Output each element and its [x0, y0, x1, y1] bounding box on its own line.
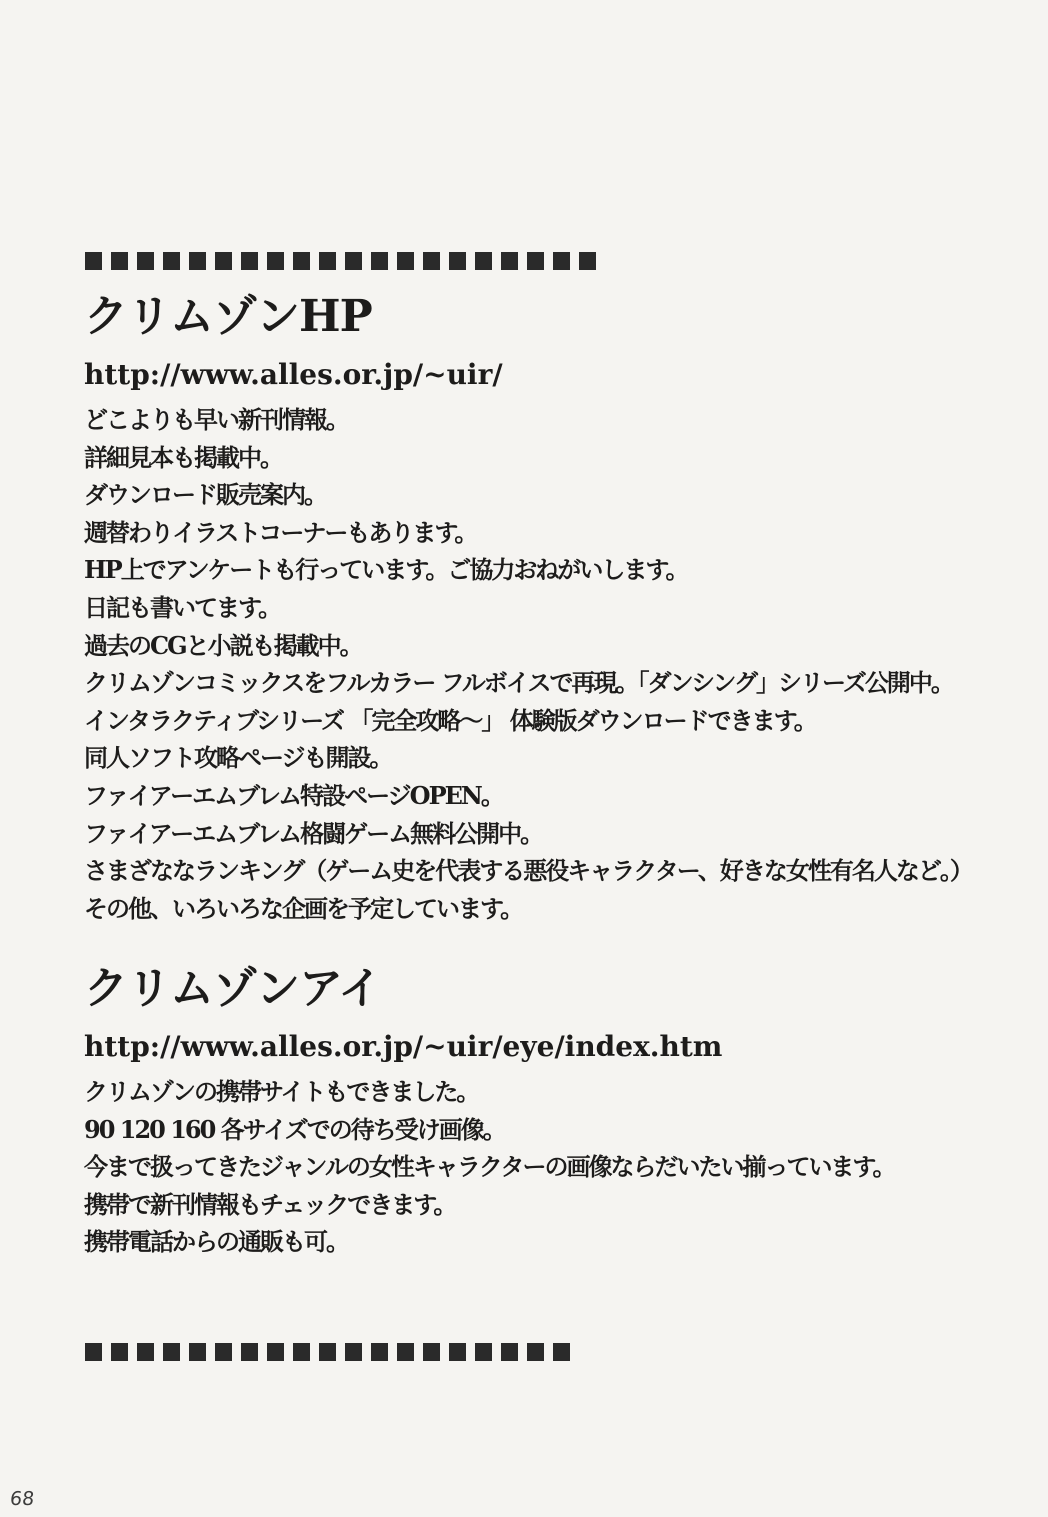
decor-square: [319, 252, 336, 270]
text-line: ダウンロード販売案内。: [84, 480, 326, 510]
decor-square: [423, 1343, 440, 1361]
text-line: 週替わりイラストコーナーもあります。: [84, 517, 477, 547]
text-line: 日記も書いてます。: [84, 592, 281, 622]
decor-square: [163, 1343, 180, 1361]
decor-square: [553, 1343, 570, 1361]
decor-square: [189, 252, 206, 270]
decor-squares-bottom: [85, 1343, 570, 1361]
text-line: 90 120 160 各サイズでの待ち受け画像。: [84, 1114, 505, 1144]
decor-square: [475, 1343, 492, 1361]
decor-square: [137, 252, 154, 270]
text-line: インタラクティブシリーズ 「完全攻略～」 体験版ダウンロードできます。: [84, 705, 816, 735]
decor-square: [241, 1343, 258, 1361]
text-line: ファイアーエムブレム特設ページOPEN。: [84, 780, 503, 810]
text-line: 同人ソフト攻略ページも開設。: [84, 743, 392, 773]
decor-square: [449, 252, 466, 270]
decor-square: [527, 252, 544, 270]
decor-square: [319, 1343, 336, 1361]
text-line: クリムゾンの携帯サイトもできました。: [84, 1077, 479, 1106]
decor-square: [501, 1343, 518, 1361]
decor-square: [189, 1343, 206, 1361]
decor-square: [85, 1343, 102, 1361]
decor-squares-top: [85, 252, 596, 270]
text-line: HP上でアンケートも行っています。ご協力おねがいします。: [84, 555, 688, 585]
text-line: さまざななランキング（ゲーム史を代表する悪役キャラクター、好きな女性有名人など。）: [84, 856, 972, 886]
decor-square: [241, 252, 258, 270]
decor-square: [345, 1343, 362, 1361]
decor-square: [449, 1343, 466, 1361]
decor-square: [579, 252, 596, 270]
decor-square: [85, 252, 102, 270]
decor-square: [371, 252, 388, 270]
text-line: 携帯で新刊情報もチェックできます。: [84, 1189, 456, 1219]
text-line: どこよりも早い新刊情報。: [84, 405, 348, 434]
text-line: 詳細見本も掲載中。: [84, 442, 282, 472]
text-line: 過去のCGと小説も掲載中。: [84, 630, 362, 660]
decor-square: [293, 252, 310, 270]
decor-square: [371, 1343, 388, 1361]
text-line: クリムゾンコミックスをフルカラー フルボイスで再現。「ダンシング」シリーズ公開中。: [84, 668, 953, 698]
decor-square: [137, 1343, 154, 1361]
decor-square: [163, 252, 180, 270]
page-number: 68: [8, 1488, 36, 1510]
decor-square: [267, 252, 284, 270]
decor-square: [215, 1343, 232, 1361]
text-line: ファイアーエムブレム格闘ゲーム無料公開中。: [84, 818, 543, 848]
section-crimson-eye: [84, 963, 1014, 1261]
text-line: 今まで扱ってきたジャンルの女性キャラクターの画像ならだいたい揃っています。: [84, 1152, 895, 1182]
site-url: http://www.alles.or.jp/~uir/: [84, 358, 503, 391]
section-title: クリムゾンアイ: [84, 963, 382, 1014]
decor-square: [397, 252, 414, 270]
decor-square: [345, 252, 362, 270]
section-crimson-hp: [84, 291, 1014, 927]
decor-square: [267, 1343, 284, 1361]
decor-square: [215, 252, 232, 270]
decor-square: [553, 252, 570, 270]
decor-square: [475, 252, 492, 270]
decor-square: [111, 1343, 128, 1361]
site-url: http://www.alles.or.jp/~uir/eye/index.htm: [84, 1030, 723, 1063]
decor-square: [397, 1343, 414, 1361]
decor-square: [111, 252, 128, 270]
decor-square: [423, 252, 440, 270]
text-line: 携帯電話からの通販も可。: [84, 1227, 348, 1257]
decor-square: [501, 252, 518, 270]
section-title: クリムゾンHP: [84, 291, 372, 342]
text-line: その他、いろいろな企画を予定しています。: [84, 893, 523, 923]
decor-square: [527, 1343, 544, 1361]
decor-square: [293, 1343, 310, 1361]
